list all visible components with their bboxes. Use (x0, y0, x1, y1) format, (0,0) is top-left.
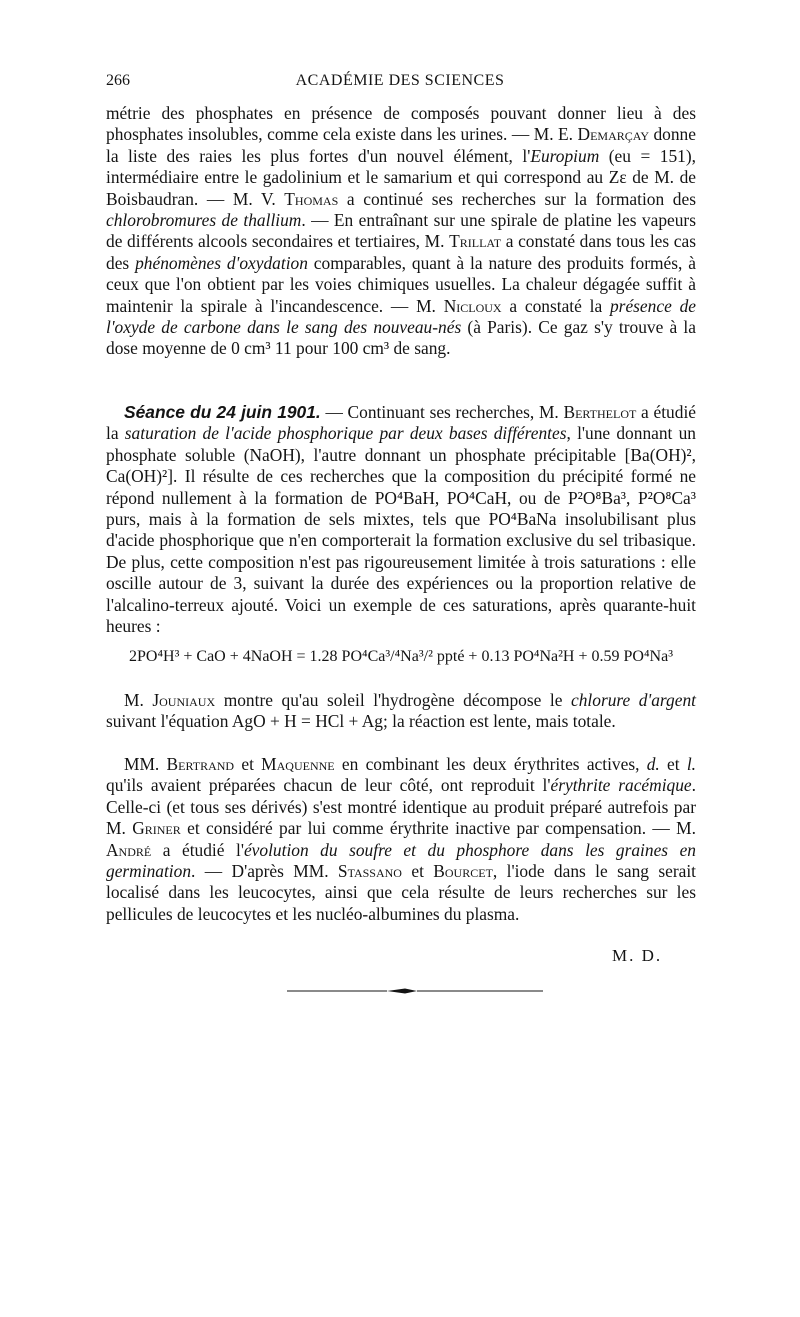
text: et (401, 861, 434, 882)
text: a étudié la (106, 402, 696, 444)
text: donne la liste des raies les plus fortes d'un nouvel élément, l' (106, 124, 696, 166)
text: et (234, 754, 262, 774)
text: — Continuant ses recherches, M. (320, 402, 564, 422)
italic-term: l. (686, 754, 697, 774)
paragraph-4 (106, 754, 696, 925)
text: a étudié l' (151, 839, 244, 860)
paragraph-2 (106, 402, 696, 637)
italic-term: évolution du soufre et du phosphore dans les graines en germination (106, 839, 696, 882)
author-name: Nicloux (443, 295, 502, 316)
italic-term: érythrite racémique (550, 775, 692, 796)
text: . — D'après MM. (191, 861, 338, 882)
text: . Celle-ci (et tous ses dérivés) s'est montré identique au produit préparé autrefois par M. (106, 775, 696, 839)
text: a continué ses recherches sur la formation des (338, 188, 696, 209)
text: MM. (124, 754, 167, 774)
italic-term: phénomènes d'oxydation (135, 252, 308, 273)
author-name: Bertrand (166, 754, 235, 774)
text: (à Paris). Ce gaz s'y trouve à la dose moyenne de 0 cm³ 11 pour 100 cm³ de sang. (106, 317, 696, 359)
text: (eu = 151), intermédiaire entre le gadolinium et le samarium et qui correspond au Zε de M. de Boisbaudran. — M. V. (106, 145, 696, 209)
text: et considéré par lui comme érythrite inactive par compensation. — M. (180, 818, 696, 839)
text: a constaté la (501, 295, 610, 316)
text: montre qu'au soleil l'hydrogène décompose le (215, 690, 572, 710)
author-name: Trillat (449, 231, 502, 252)
author-name: Thomas (284, 188, 339, 209)
italic-term: présence de l'oxyde de carbone dans le sang des nouveau-nés (106, 295, 696, 338)
author-name: Maquenne (261, 754, 335, 774)
text: M. (124, 690, 153, 710)
text: et (659, 754, 687, 774)
author-name: Berthelot (563, 402, 637, 422)
paragraph-3 (106, 690, 696, 733)
text: comparables, quant à la nature des produits formés, à ceux que l'on obtient par les voies chimiques usuelles. La chaleur dégagée suffit à maintenir la spirale à l'incandescence. — M. (106, 252, 696, 316)
author-name: Griner (132, 818, 181, 839)
author-name: Demarçay (577, 124, 649, 145)
italic-term: d. (646, 754, 660, 774)
paragraph-1 (106, 103, 696, 360)
text: , l'iode dans le sang serait localisé dans les leucocytes, ainsi que cela résulte de leurs recherches sur les pellicules de leucocytes et les nucléo-albumines du plasma. (106, 861, 696, 924)
running-title: ACADÉMIE DES SCIENCES (295, 72, 505, 89)
italic-term: Europium (530, 145, 600, 166)
text: , l'une donnant un phosphate soluble (NaOH), l'autre donnant un phosphate précipitable [Ba(OH)², Ca(OH)²]. Il résulte de ces recherches que la composition du précipité formé ne répond nullement à la formation de PO⁴BaH, PO⁴CaH, ou de P²O⁸Ba³, P²O⁸Ca³ purs, mais à la formation de sels mixtes, tels que PO⁴BaNa insolubilisant plus d'acide phosphorique que n'en comporterait la formation exclusive du sel tribasique. De plus, cette composition n'est pas rigoureusement limitée à trois saturations : elle oscille autour de 3, suivant la durée des expériences ou la proportion relative de l'alcalino-terreux ajouté. Voici un exemple de ces saturations, après quarante-huit heures : (106, 423, 696, 637)
italic-term: chlorobromures de thallium (106, 210, 302, 231)
signature: M. D. (612, 946, 663, 965)
author-name: Stassano (337, 861, 402, 882)
italic-term: chlorure d'argent (571, 690, 696, 710)
text: . — En entraînant sur une spirale de platine les vapeurs de différents alcools secondaires et tertiaires, M. (106, 210, 696, 252)
text: en combinant les deux érythrites actives, (334, 754, 647, 774)
page-number: 266 (106, 72, 130, 89)
text: métrie des phosphates en présence de composés pouvant donner lieu à des phosphates insolubles, comme cela existe dans les urines. — M. E. (106, 103, 696, 145)
text: suivant l'équation AgO + H = HCl + Ag; la réaction est lente, mais totale. (106, 711, 616, 732)
italic-term: saturation de l'acide phosphorique par deux bases différentes (124, 423, 567, 444)
ornamental-rule (287, 985, 543, 997)
chemical-equation: 2PO⁴H³ + CaO + 4NaOH = 1.28 PO⁴Ca³/⁴Na³/² ppté + 0.13 PO⁴Na²H + 0.59 PO⁴Na³ (129, 648, 673, 665)
author-name: André (106, 839, 152, 860)
author-name: Bourcet (433, 861, 493, 882)
text: a constaté dans tous les cas des (106, 231, 696, 273)
text: qu'ils avaient préparées chacun de leur côté, ont reproduit l' (106, 775, 551, 796)
author-name: Jouniaux (152, 690, 216, 710)
session-heading: Séance du 24 juin 1901. (124, 402, 321, 422)
